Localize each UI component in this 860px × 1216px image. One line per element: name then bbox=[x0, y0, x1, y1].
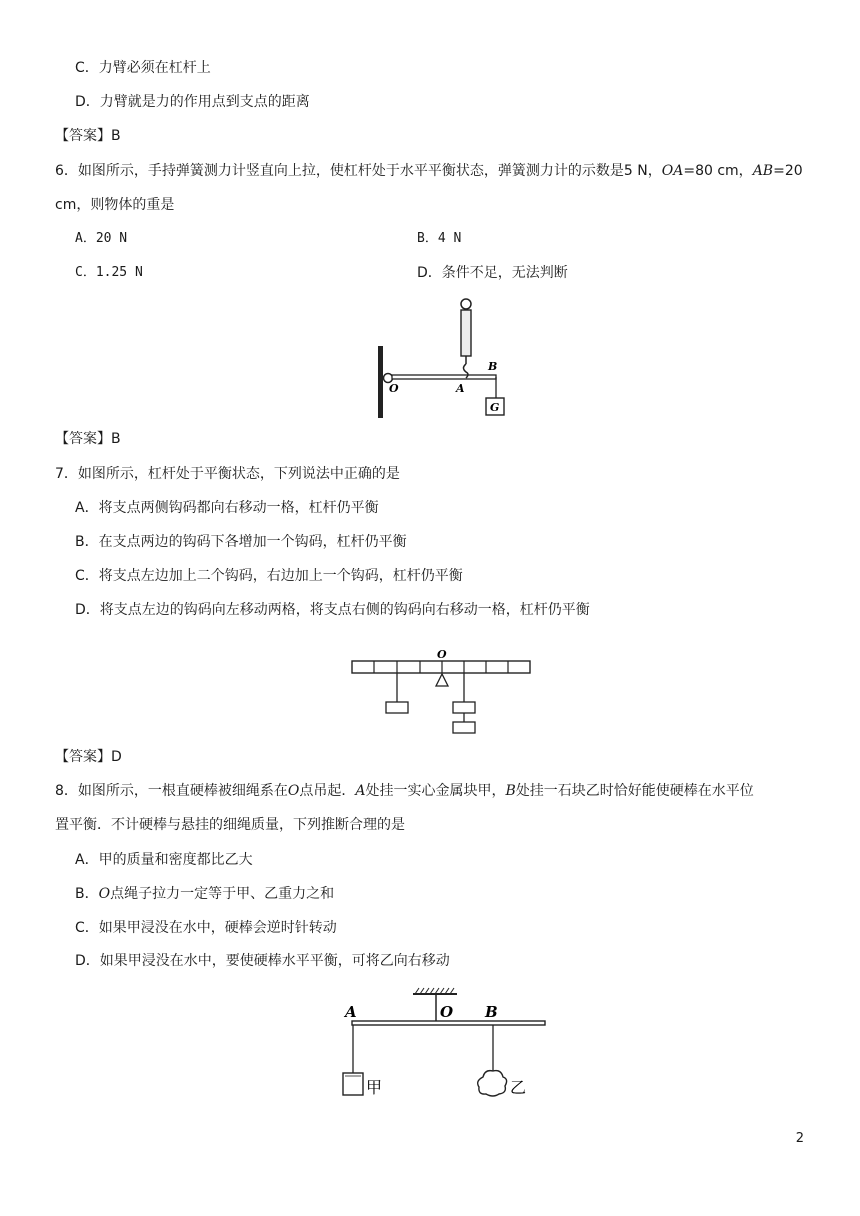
q8-stem-line1 bbox=[55, 781, 754, 801]
q8-option-a: A．甲的质量和密度都比乙大 bbox=[75, 852, 253, 868]
q6-stem-line2: cm，则物体的重是 bbox=[55, 197, 175, 213]
label-o: O bbox=[437, 648, 447, 661]
label-a: A bbox=[456, 382, 465, 395]
lever-bar bbox=[392, 375, 496, 379]
wall bbox=[378, 346, 383, 418]
spring-balance bbox=[461, 310, 471, 356]
q6-oa-value: =80 cm， bbox=[683, 163, 753, 179]
q8-stem-part-a: 8．如图所示，一根直硬棒被细绳系在 bbox=[55, 783, 288, 799]
q7-option-c: C．将支点左边加上二个钩码，右边加上一个钩码，杠杆仍平衡 bbox=[75, 568, 463, 584]
right-weight-2 bbox=[453, 722, 475, 733]
q5-option-c: C．力臂必须在杠杆上 bbox=[75, 60, 211, 76]
q8-option-d: D．如果甲浸没在水中，要使硬棒水平平衡，可将乙向右移动 bbox=[75, 953, 450, 969]
q6-option-b: B．4 N bbox=[417, 231, 462, 246]
q6-stem-text: 6．如图所示，手持弹簧测力计竖直向上拉，使杠杆处于水平平衡状态，弹簧测力计的示数是5 N， bbox=[55, 163, 662, 179]
q7-stem: 7．如图所示，杠杆处于平衡状态，下列说法中正确的是 bbox=[55, 466, 400, 482]
q7-option-a: A．将支点两侧钩码都向右移动一格，杠杆仍平衡 bbox=[75, 500, 379, 516]
label-o: O bbox=[440, 1003, 454, 1021]
q7-lever-figure bbox=[350, 645, 535, 737]
q6-ab-label: AB bbox=[752, 163, 774, 179]
label-a: A bbox=[345, 1003, 357, 1021]
pivot-triangle bbox=[436, 674, 448, 686]
q7-option-b: B．在支点两边的钩码下各增加一个钩码，杠杆仍平衡 bbox=[75, 534, 407, 550]
label-jia: 甲 bbox=[366, 1078, 383, 1097]
q8-option-b-text: 点绳子拉力一定等于甲、乙重力之和 bbox=[110, 886, 335, 902]
stone-yi bbox=[478, 1071, 507, 1096]
label-b: B bbox=[488, 360, 498, 373]
rod bbox=[352, 1021, 545, 1025]
q7-answer: 【答案】D bbox=[55, 749, 122, 765]
q8-option-b bbox=[75, 884, 334, 904]
q8-a-label: A bbox=[355, 783, 366, 799]
page-number: 2 bbox=[795, 1131, 804, 1146]
left-weight bbox=[386, 702, 408, 713]
q8-stem-part-b: 点吊起． bbox=[299, 783, 356, 799]
q8-option-b-prefix: B． bbox=[75, 886, 99, 902]
q6-answer: 【答案】B bbox=[55, 431, 121, 447]
q5-option-d: D．力臂就是力的作用点到支点的距离 bbox=[75, 94, 310, 110]
label-g: G bbox=[490, 401, 500, 414]
q6-option-c: C．1.25 N bbox=[75, 265, 143, 280]
label-yi: 乙 bbox=[510, 1078, 527, 1097]
q5-answer: 【答案】B bbox=[55, 128, 121, 144]
spring-ring bbox=[461, 299, 471, 309]
q8-o-label: O bbox=[287, 783, 300, 799]
q7-option-d: D．将支点左边的钩码向左移动两格，将支点右侧的钩码向右移动一格，杠杆仍平衡 bbox=[75, 602, 590, 618]
q8-stem-part-d: 处挂一石块乙时恰好能使硬棒在水平位 bbox=[515, 783, 754, 799]
q6-oa-label: OA bbox=[661, 163, 684, 179]
right-weight-1 bbox=[453, 702, 475, 713]
q8-option-b-o: O bbox=[98, 886, 111, 902]
q8-stem-line2: 置平衡．不计硬棒与悬挂的细绳质量，下列推断合理的是 bbox=[55, 817, 405, 833]
q8-rod-figure bbox=[335, 985, 550, 1105]
q8-stem-part-c: 处挂一实心金属块甲， bbox=[365, 783, 506, 799]
q6-option-a: A．20 N bbox=[75, 231, 128, 246]
q6-ab-value: =20 bbox=[773, 163, 803, 179]
q6-option-d: D．条件不足，无法判断 bbox=[417, 265, 568, 281]
q8-option-c: C．如果甲浸没在水中，硬棒会逆时针转动 bbox=[75, 920, 337, 936]
q6-stem-line1 bbox=[55, 161, 803, 181]
label-b: B bbox=[485, 1003, 498, 1021]
lever-bar bbox=[352, 661, 530, 673]
label-o: O bbox=[389, 382, 399, 395]
q8-b-label: B bbox=[505, 783, 516, 799]
q6-lever-figure bbox=[370, 294, 520, 420]
